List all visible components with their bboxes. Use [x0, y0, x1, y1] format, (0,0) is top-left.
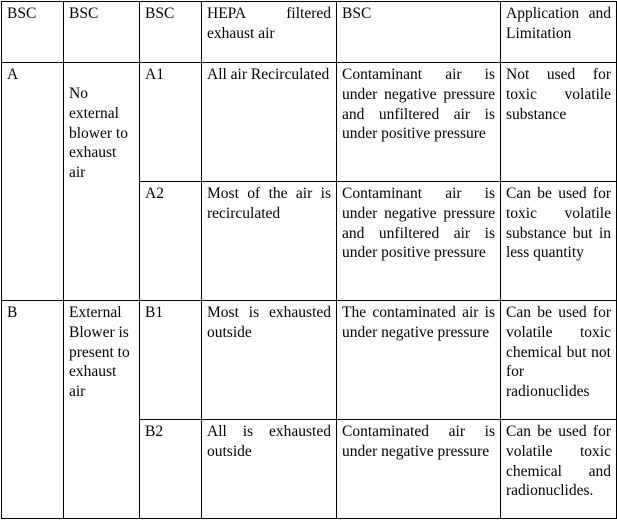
table-row	[2, 63, 617, 182]
pressure-cell: The contaminated air is under negative pressure	[337, 301, 501, 420]
hepa-cell: Most is exhausted outside	[202, 301, 337, 420]
header-cell-application: Application and Limitation	[501, 2, 617, 63]
hepa-cell: All is exhausted outside	[202, 420, 337, 519]
header-cell-bsc-class: BSC	[2, 2, 64, 63]
type-cell: B1	[140, 301, 202, 420]
hepa-cell: Most of the air is recirculated	[202, 182, 337, 301]
pressure-cell: Contaminant air is under negative pressure and unfiltered air is under positive pressure	[337, 63, 501, 182]
header-cell-bsc-pressure: BSC	[337, 2, 501, 63]
header-cell-bsc-type: BSC	[140, 2, 202, 63]
application-cell: Can be used for volatile toxic chemical but not for radionuclides	[501, 301, 617, 420]
header-cell-hepa: HEPA filtered exhaust air	[202, 2, 337, 63]
application-cell: Can be used for volatile toxic chemical and radionuclides.	[501, 420, 617, 519]
bsc-table	[1, 1, 617, 519]
type-cell: A1	[140, 63, 202, 182]
type-cell: B2	[140, 420, 202, 519]
class-cell: B	[2, 301, 64, 519]
application-cell: Can be used for toxic volatile substance but in less quantity	[501, 182, 617, 301]
blower-cell: No external blower to exhaust air	[64, 63, 140, 301]
header-cell-bsc-blower: BSC	[64, 2, 140, 63]
table-header-row	[2, 2, 617, 63]
hepa-cell: All air Recirculated	[202, 63, 337, 182]
table-row	[2, 301, 617, 420]
pressure-cell: Contaminated air is under negative pressure	[337, 420, 501, 519]
blower-cell: External Blower is present to exhaust air	[64, 301, 140, 519]
application-cell: Not used for toxic volatile substance	[501, 63, 617, 182]
class-cell: A	[2, 63, 64, 301]
pressure-cell: Contaminant air is under negative pressure and unfiltered air is under positive pressure	[337, 182, 501, 301]
type-cell: A2	[140, 182, 202, 301]
